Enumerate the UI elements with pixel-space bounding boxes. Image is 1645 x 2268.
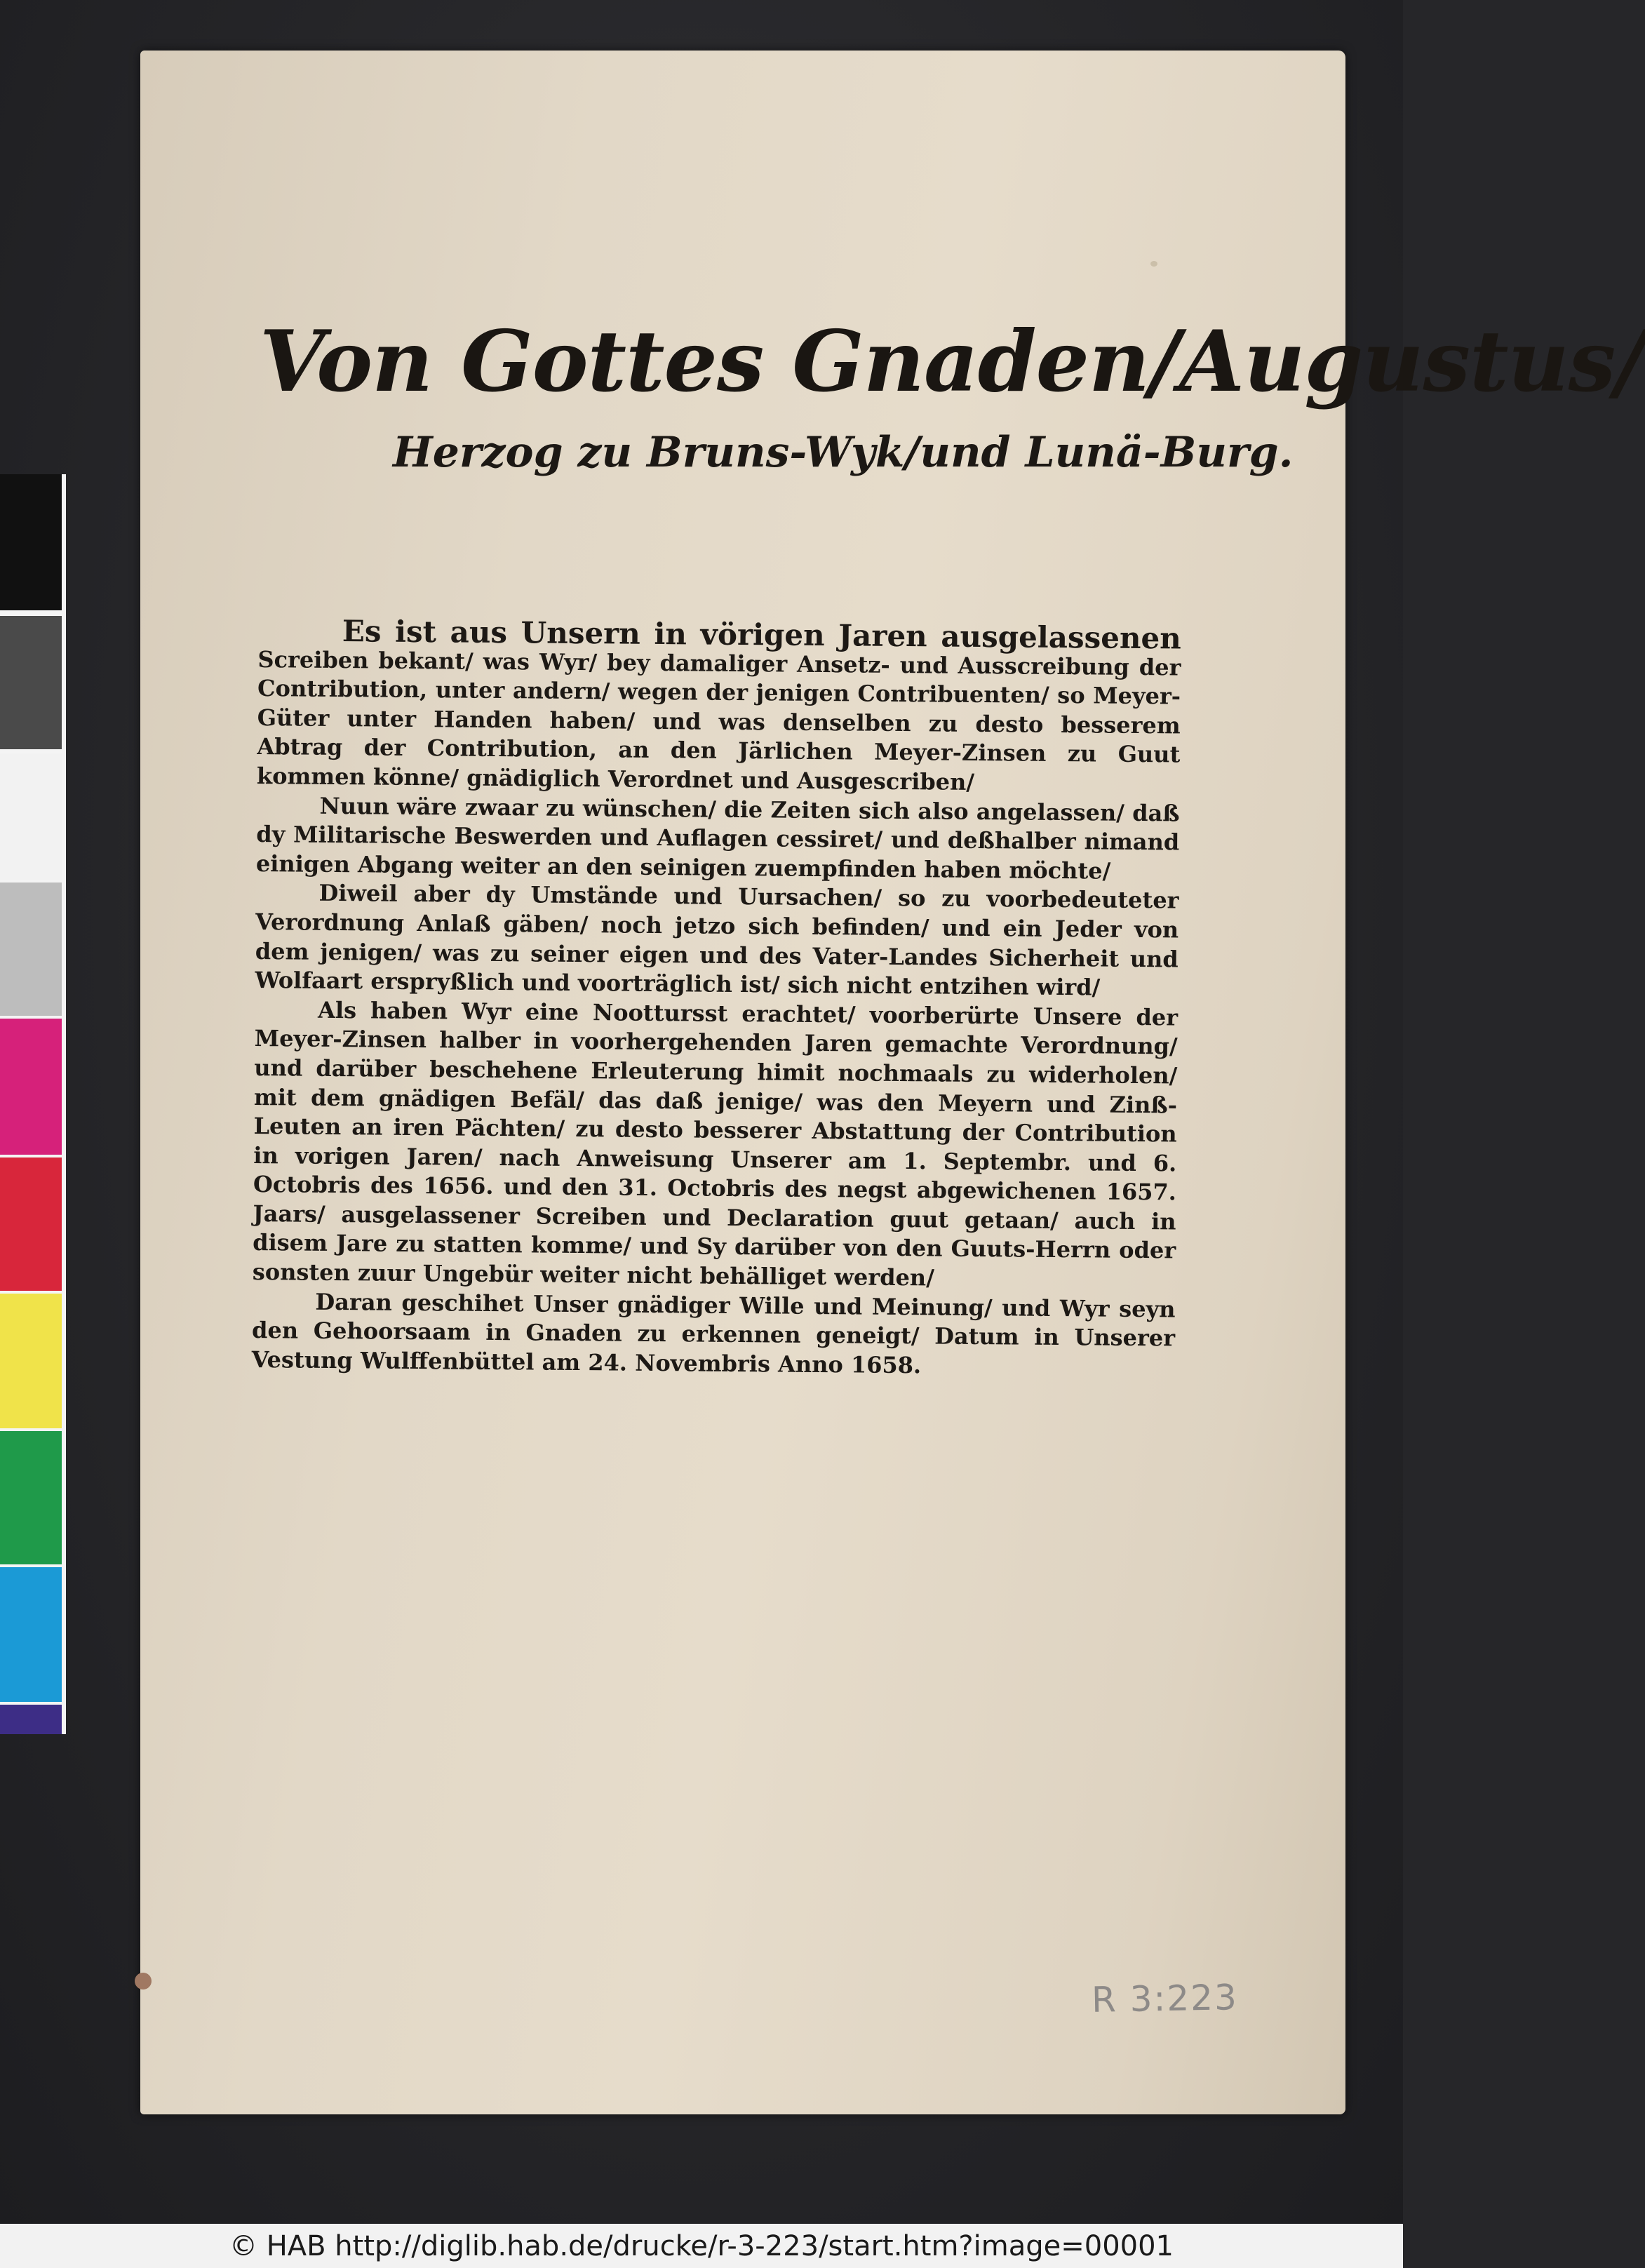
swatch-dark-gray: [0, 616, 62, 749]
document-subtitle: Herzog zu Bruns-Wyk/und Lunä-Burg.: [393, 428, 1294, 477]
foxing-spot: [1150, 261, 1157, 267]
paragraph-5: Daran geschihet Unser gnädiger Wille und Meinung/ und Wyr seyn den Gehoorsaam in Gnaden zu erkennen geneigt/ Datum in Unserer Vestung Wulffenbüttel am 24. Novembris Anno 1658.: [251, 1288, 1176, 1379]
document-body: [252, 616, 1181, 1383]
swatch-cyan: [0, 1567, 62, 1702]
swatch-green: [0, 1431, 62, 1564]
paragraph-3: Diweil aber dy Umstände und Uursachen/ so zu voorbedeuteter Verordnung Anlaß gäben/ noch jetzo sich befinden/ und ein Jeder von dem jenigen/ was zu seiner eigen und des Vater-Landes Sicherheit und Wolfaart erspryßlich und voorträglich ist/ sich nicht entzihen wird/: [255, 880, 1179, 1001]
footer-bar: [0, 2224, 1403, 2268]
document-title: Von Gottes Gnaden/Augustus/: [260, 312, 1645, 411]
swatch-white: [0, 753, 62, 880]
paragraph-4: Als haben Wyr eine Noottursst erachtet/ voorberürte Unsere der Meyer-Zinsen halber in voorhergehenden Jaren gemachte Verordnung/ und darüber beschehene Erleuterung himit nochmaals zu widerholen/ mit dem gnädigen Befäl/ das daß jenige/ was den Meyern und Zinß-Leuten an iren Pächten/ zu desto besserer Abstattung der Contribution in vorigen Jaren/ nach Anweisung Unserer am 1. Septembr. und 6. Octobris des 1656. und den 31. Octobris des negst abgewichenen 1657. Jaars/ ausgelassener Screiben und Declaration guut getaan/ auch in disem Jare zu statten komme/ und Sy darüber von den Guuts-Herrn oder sonsten zuur Ungebür weiter nicht behälliget werden/: [252, 996, 1179, 1291]
swatch-violet: [0, 1705, 62, 1734]
swatch-black: [0, 474, 62, 610]
pencil-shelfmark: R 3:223: [1091, 1977, 1239, 2020]
footer-credit: © HAB http://diglib.hab.de/drucke/r-3-223/start.htm?image=00001: [229, 2230, 1174, 2262]
paragraph-2: Nuun wäre zwaar zu wünschen/ die Zeiten sich also angelassen/ daß dy Militarische Beswerden und Auflagen cessiret/ und deßhalber nimand einigen Abgang weiter an den seinigen zuempfinden haben möchte/: [255, 792, 1180, 885]
swatch-yellow: [0, 1294, 62, 1428]
swatch-light-gray: [0, 883, 62, 1016]
swatch-red: [0, 1158, 62, 1291]
swatch-magenta: [0, 1019, 62, 1155]
paragraph-1: Es ist aus Unsern in vörigen Jaren ausgelassenen Screiben bekant/ was Wyr/ bey damaliger Ansetz- und Ausscreibung der Contribution, unter andern/ wegen der jenigen Contribuenten/ so Meyer-Güter unter Handen haben/ und was denselben zu desto besserem Abtrag der Contribution, an den Järlichen Meyer-Zinsen zu Guut kommen könne/ gnädiglich Verordnet und Ausgescriben/: [256, 614, 1181, 796]
foxing-spot: [135, 1973, 152, 1989]
color-calibration-strip: [0, 474, 66, 1734]
